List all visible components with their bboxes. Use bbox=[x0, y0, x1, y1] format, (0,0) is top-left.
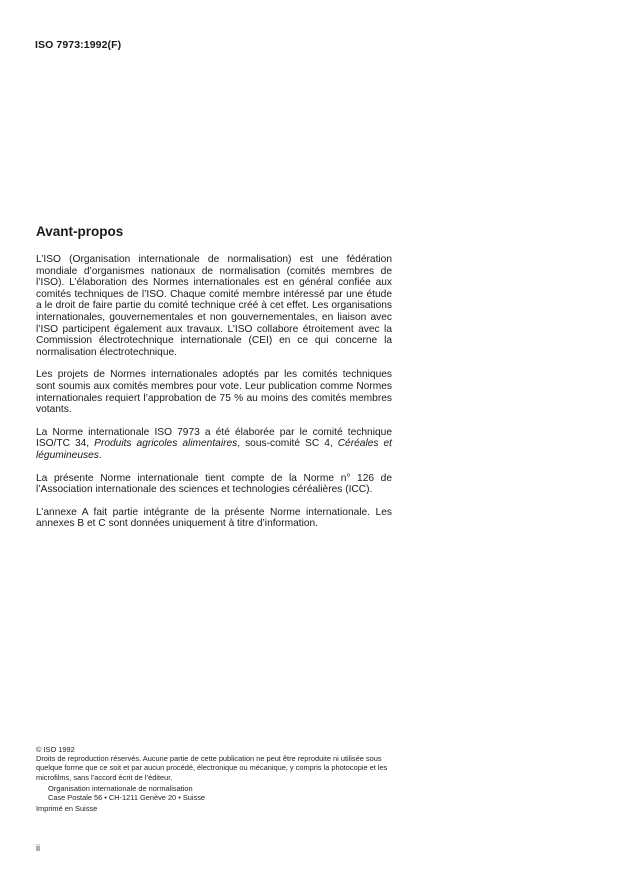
page-number: ii bbox=[36, 843, 40, 853]
organisation-name: Organisation internationale de normalisation bbox=[48, 783, 193, 793]
paragraph-annexes: L’annexe A fait partie intégrante de la présente Norme internationale. Les annexes B et C sont données uniquement à titre d’information. bbox=[36, 506, 392, 530]
document-identifier: ISO 7973:1992(F) bbox=[35, 39, 122, 51]
printed-in: Imprimé en Suisse bbox=[36, 804, 98, 814]
subcommittee-title: Céréales et légumineuses bbox=[36, 438, 392, 461]
paragraph-icc: La présente Norme internationale tient compte de la Norme n° 126 de l’Association internationale des sciences et technologies céréalières (ICC). bbox=[36, 472, 392, 496]
section-title: Avant-propos bbox=[36, 224, 124, 239]
paragraph-iso-intro: L’ISO (Organisation internationale de normalisation) est une fédération mondiale d’organismes nationaux de normalisation (comités membres de l’ISO). L’élaboration des Normes internationales est en général confiée aux comités techniques de l’ISO. Chaque comité membre intéressé par une étude a le droit de faire partie du comité technique créé à cet effet. Les organisations internationales, gouvernementales et non gouvernementales, en liaison avec l’ISO participent également aux travaux. L’ISO collabore étroitement avec la Commission électrotechnique internationale (CEI) en ce qui concerne la normalisation électrotechnique. bbox=[36, 254, 392, 358]
committee-title: Produits agricoles alimentaires bbox=[94, 438, 238, 450]
paragraph-committee-end: . bbox=[98, 449, 102, 461]
reproduction-rights: Droits de reproduction réservés. Aucune partie de cette publication ne peut être reproduite ni utilisée sous quelque forme que ce soit et par aucun procédé, électronique ou mécanique, y compris la photocopie et les microfilms, sans l’accord écrit de l’éditeur. bbox=[36, 754, 388, 782]
paragraph-voting: Les projets de Normes internationales adoptés par les comités techniques sont soumis aux comités membres pour vote. Leur publication comme Normes internationales requiert l’approbation de 75 % au moins des comités membres votants. bbox=[36, 369, 392, 416]
copyright-block bbox=[36, 745, 392, 813]
paragraph-committee bbox=[36, 427, 392, 462]
paragraph-committee-mid: , sous-comité SC 4, bbox=[237, 438, 338, 450]
copyright-notice: © ISO 1992 bbox=[36, 745, 75, 754]
paragraph-committee-lead: La Norme internationale ISO 7973 a été élaborée par le comité technique ISO/TC 34, bbox=[36, 426, 392, 450]
foreword-body bbox=[36, 254, 392, 541]
organisation-address: Case Postale 56 • CH-1211 Genève 20 • Suisse bbox=[48, 793, 206, 803]
